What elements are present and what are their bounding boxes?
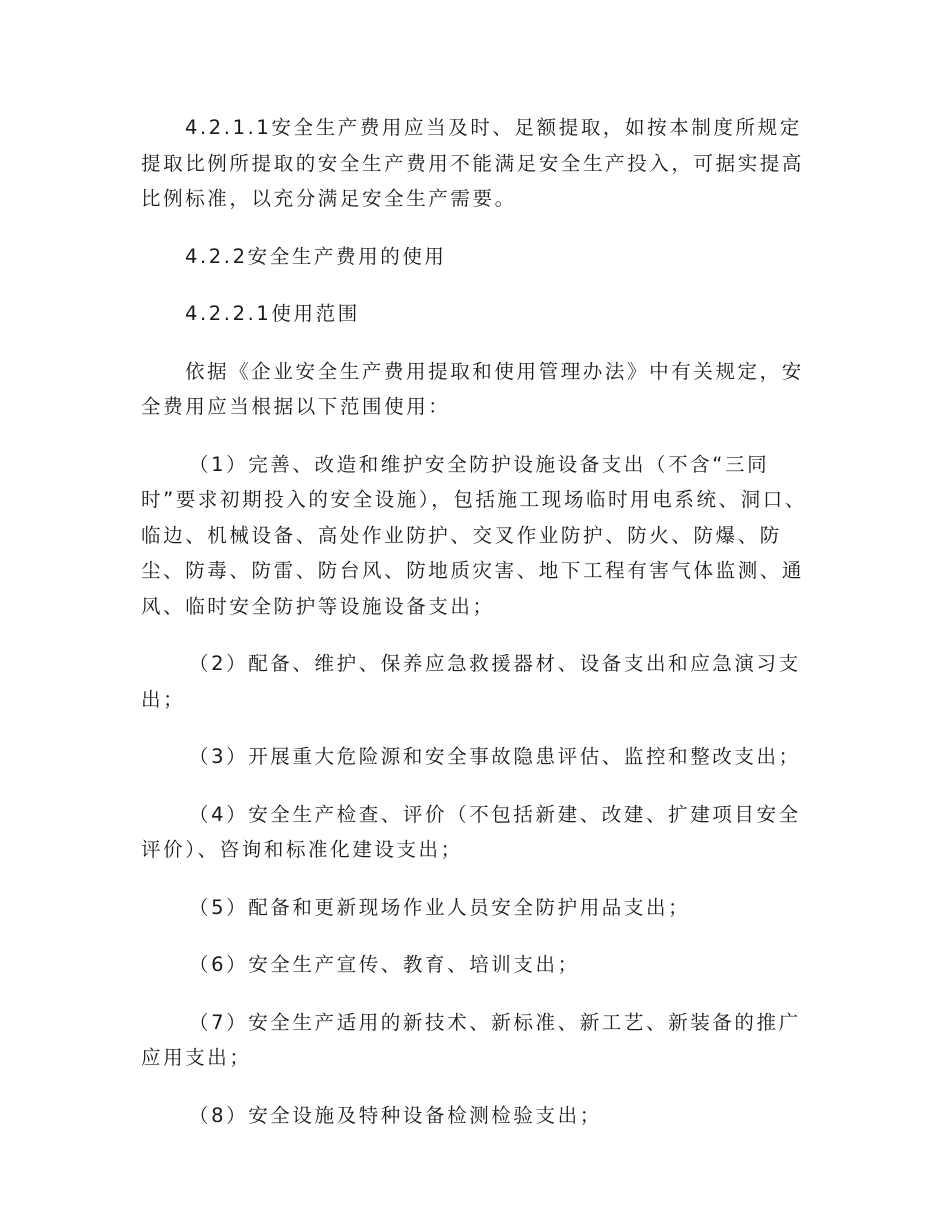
list-item-3: （3）开展重大危险源和安全事故隐患评估、监控和整改支出； bbox=[189, 745, 801, 768]
list-item-6: （6）安全生产宣传、教育、培训支出； bbox=[189, 953, 580, 976]
list-item-1: （1）完善、改造和维护安全防护设施设备支出（不含“三同时”要求初期投入的安全设施），包括施工现场临时用电系统、洞口、临边、机械设备、高处作业防护、交叉作业防护、防火、防爆、防尘、防毒、防雷、防台风、防地质灾害、地下工程有害气体监测、通风、临时安全防护等设施设备支出； bbox=[141, 452, 807, 618]
list-item-4: （4）安全生产检查、评价（不包括新建、改建、扩建项目安全评价）、咨询和标准化建设支出； bbox=[141, 802, 801, 861]
document-body bbox=[141, 110, 809, 1155]
list-item-8: （8）安全设施及特种设备检测检验支出； bbox=[189, 1103, 602, 1127]
list-item-7: （7）安全生产适用的新技术、新标准、新工艺、新装备的推广应用支出； bbox=[141, 1010, 801, 1069]
subsection-heading-usage-scope: 4.2.2.1使用范围 bbox=[185, 302, 360, 325]
paragraph-legal-basis: 依据《企业安全生产费用提取和使用管理办法》中有关规定，安全费用应当根据以下范围使用： bbox=[141, 359, 804, 418]
list-item-5: （5）配备和更新现场作业人员安全防护用品支出； bbox=[189, 895, 691, 919]
list-item-2: （2）配备、维护、保养应急救援器材、设备支出和应急演习支出； bbox=[141, 652, 801, 711]
paragraph-extraction-rule: 4.2.1.1安全生产费用应当及时、足额提取，如按本制度所规定提取比例所提取的安全生产费用不能满足安全生产投入，可据实提高比例标准，以充分满足安全生产需要。 bbox=[141, 116, 805, 210]
section-heading-fee-usage: 4.2.2安全生产费用的使用 bbox=[185, 244, 447, 268]
